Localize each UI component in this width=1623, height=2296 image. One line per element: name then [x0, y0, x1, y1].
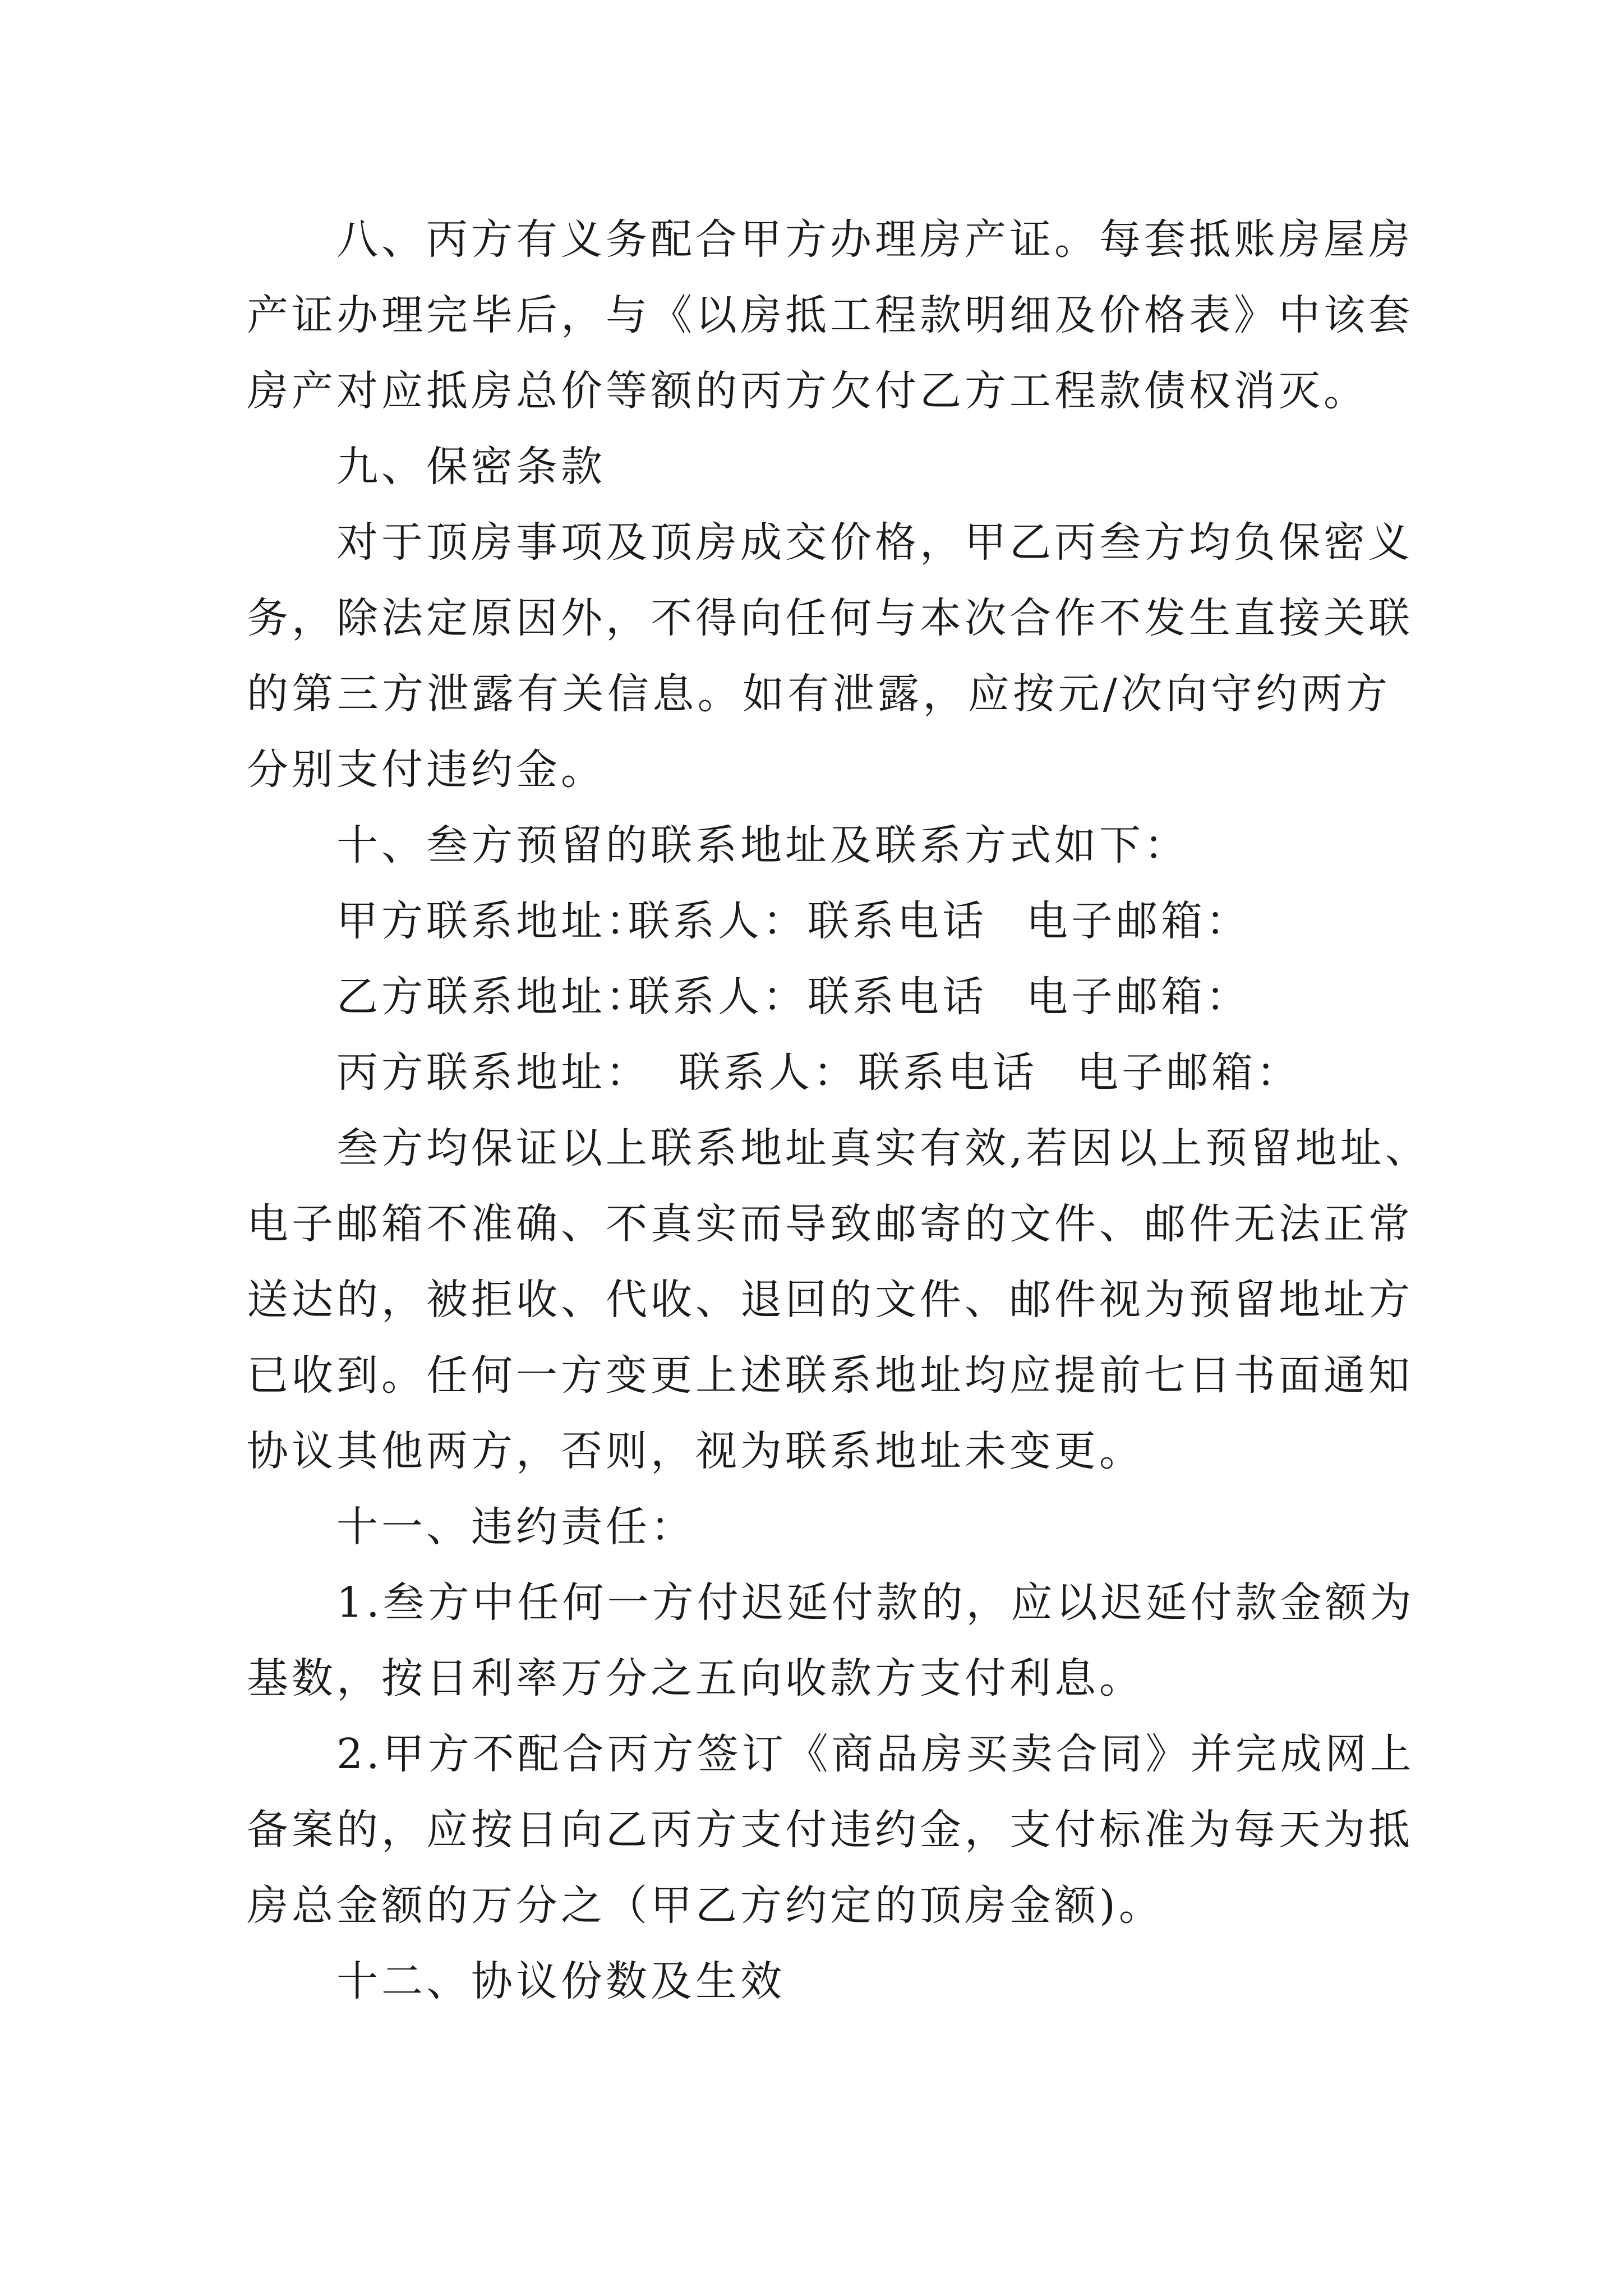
contact-email-label: 电子邮箱：: [1026, 973, 1251, 1021]
clause-11-item-2-line-1: 2.甲方不配合丙方签订《商品房买卖合同》并完成网上: [336, 1730, 1415, 1778]
clause-10-line-3: 送达的，被拒收、代收、退回的文件、邮件视为预留地址方: [247, 1276, 1413, 1324]
clause-8-line-3: 房产对应抵房总价等额的丙方欠付乙方工程款债权消灭。: [247, 367, 1368, 415]
contact-row-party-a: [247, 884, 1391, 959]
clause-9-line-1: 对于顶房事项及顶房成交价格，甲乙丙叁方均负保密义: [336, 518, 1413, 567]
contact-person-label: 联系人：联系电话: [628, 973, 987, 1021]
clause-11-item-1-line-1: 1.叁方中任何一方付迟延付款的，应以迟延付款金额为: [336, 1579, 1415, 1627]
clause-10-line-5: 协议其他两方，否则，视为联系地址未变更。: [247, 1427, 1144, 1475]
clause-8-line-1: 八、丙方有义务配合甲方办理房产证。每套抵账房屋房: [336, 215, 1413, 264]
clause-9-line-2: 务，除法定原因外，不得向任何与本次合作不发生直接关联: [247, 594, 1413, 642]
contact-person-label: 联系人：联系电话: [679, 1048, 1038, 1097]
clause-8-line-2: 产证办理完毕后，与《以房抵工程款明细及价格表》中该套: [247, 291, 1413, 339]
contact-row-party-c: [247, 1035, 1391, 1111]
contact-address-label: 丙方联系地址：: [336, 1048, 651, 1097]
contact-row-party-b: [247, 959, 1391, 1035]
clause-11-item-2-line-2: 备案的，应按日向乙丙方支付违约金，支付标准为每天为抵: [247, 1806, 1413, 1854]
clause-11-heading: 十一、违约责任：: [336, 1503, 695, 1551]
clause-9-line-4: 分别支付违约金。: [247, 746, 606, 794]
clause-10-line-1: 叁方均保证以上联系地址真实有效,若因以上预留地址、: [336, 1124, 1430, 1172]
clause-10-line-4: 已收到。任何一方变更上述联系地址均应提前七日书面通知: [247, 1351, 1413, 1400]
clause-9-line-3: 的第三方泄露有关信息。如有泄露，应按元/次向守约两方: [247, 670, 1391, 718]
clause-12-heading: 十二、协议份数及生效: [336, 1957, 785, 2005]
clause-11-item-1-line-2: 基数，按日利率万分之五向收款方支付利息。: [247, 1654, 1144, 1703]
contact-address-label: 甲方联系地址：: [336, 897, 651, 945]
clause-9-heading: 九、保密条款: [336, 443, 606, 491]
contact-email-label: 电子邮箱：: [1026, 897, 1251, 945]
clause-10-line-2: 电子邮箱不准确、不真实而导致邮寄的文件、邮件无法正常: [247, 1200, 1413, 1248]
contact-person-label: 联系人：联系电话: [628, 897, 987, 945]
document-page: [247, 202, 1430, 2019]
contact-email-label: 电子邮箱：: [1077, 1048, 1301, 1097]
clause-10-heading: 十、叁方预留的联系地址及联系方式如下：: [336, 821, 1189, 869]
contact-address-label: 乙方联系地址：: [336, 973, 651, 1021]
clause-11-item-2-line-3: 房总金额的万分之（甲乙方约定的顶房金额)。: [247, 1881, 1164, 1930]
